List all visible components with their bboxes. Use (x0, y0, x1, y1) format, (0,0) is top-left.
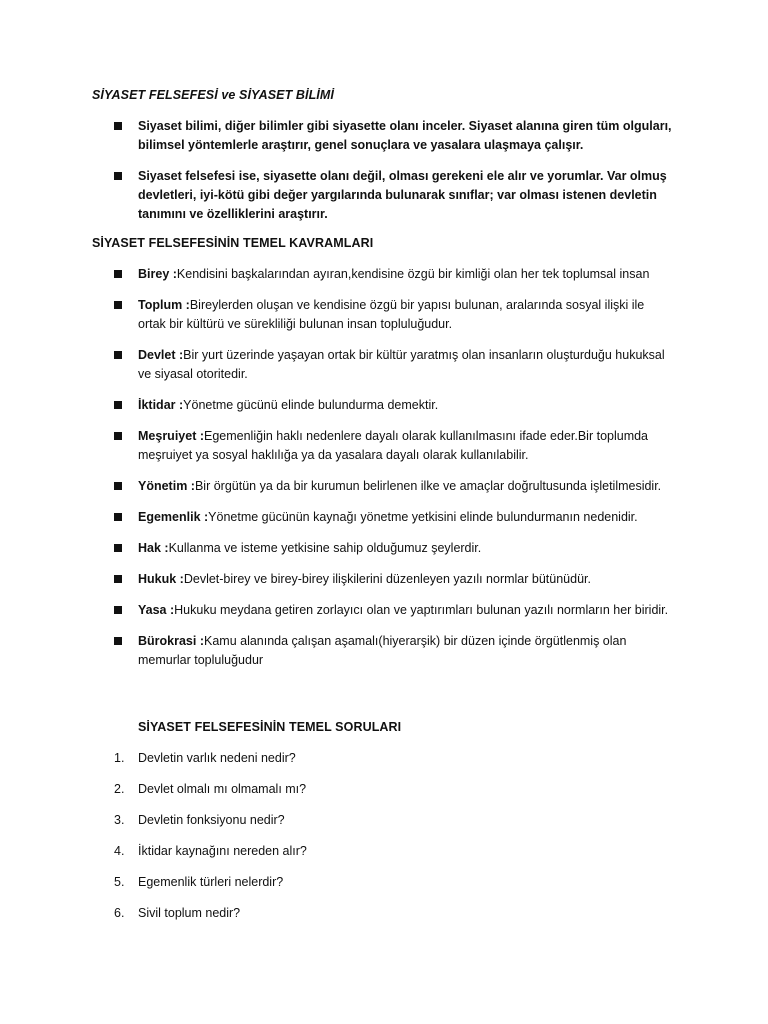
concept-definition: Kendisini başkalarından ayıran,kendisine özgü bir kimliği olan her tek toplumsal insan (176, 267, 650, 281)
concept-definition: Bir yurt üzerinde yaşayan ortak bir kültür yaratmış olan insanların oluşturduğu hukuksal ve siyasal otoritedir. (138, 348, 665, 381)
concept-term: Egemenlik : (138, 510, 209, 524)
concept-definition: Devlet-birey ve birey-birey ilişkilerini düzenleyen yazılı normlar bütünüdür. (183, 572, 591, 586)
square-bullet-icon (114, 513, 122, 521)
square-bullet-icon (114, 401, 122, 409)
question-text: İktidar kaynağını nereden alır? (138, 844, 307, 858)
list-item (0, 749, 768, 768)
concept-bullet-list (0, 265, 768, 670)
question-text: Devletin varlık nedeni nedir? (138, 751, 296, 765)
square-bullet-icon (114, 606, 122, 614)
concept-term: Birey : (138, 267, 177, 281)
list-item (0, 265, 768, 284)
list-item (0, 477, 768, 496)
square-bullet-icon (114, 301, 122, 309)
item-number: 3. (114, 813, 125, 827)
list-item (0, 167, 768, 224)
square-bullet-icon (114, 351, 122, 359)
list-item (0, 780, 768, 799)
square-bullet-icon (114, 270, 122, 278)
list-item (0, 539, 768, 558)
section-heading-temel-kavramlar: SİYASET FELSEFESİNİN TEMEL KAVRAMLARI (92, 236, 374, 250)
list-item (0, 904, 768, 923)
square-bullet-icon (114, 432, 122, 440)
list-item (0, 842, 768, 861)
item-number: 1. (114, 751, 125, 765)
concept-definition: Kamu alanında çalışan aşamalı(hiyerarşik) bir düzen içinde örgütlenmiş olan memurlar topluluğudur (138, 634, 627, 667)
list-item (0, 396, 768, 415)
list-item (0, 632, 768, 670)
square-bullet-icon (114, 482, 122, 490)
intro-bullet-list (0, 117, 768, 224)
question-text: Egemenlik türleri nelerdir? (138, 875, 284, 889)
concept-term: Hukuk : (138, 572, 184, 586)
concept-definition: Hukuku meydana getiren zorlayıcı olan ve yaptırımları bulunan yazılı normların her biridir. (174, 603, 669, 617)
concept-definition: Yönetme gücünün kaynağı yönetme yetkisini elinde bulundurmanın nedenidir. (208, 510, 638, 524)
list-item (0, 811, 768, 830)
list-item (0, 570, 768, 589)
concept-term: Toplum : (138, 298, 190, 312)
questions-numbered-list (0, 749, 768, 923)
concept-term: Hak : (138, 541, 169, 555)
square-bullet-icon (114, 544, 122, 552)
question-text: Devlet olmalı mı olmamalı mı? (138, 782, 307, 796)
concept-term: Yasa : (138, 603, 175, 617)
concept-term: Yönetim : (138, 479, 195, 493)
concept-term: Devlet : (138, 348, 184, 362)
square-bullet-icon (114, 575, 122, 583)
item-number: 5. (114, 875, 125, 889)
list-item (0, 427, 768, 465)
item-number: 6. (114, 906, 125, 920)
question-text: Devletin fonksiyonu nedir? (138, 813, 285, 827)
item-number: 4. (114, 844, 125, 858)
section-heading-temel-sorular: SİYASET FELSEFESİNİN TEMEL SORULARI (138, 720, 402, 734)
list-item (0, 873, 768, 892)
concept-definition: Kullanma ve isteme yetkisine sahip olduğumuz şeylerdir. (168, 541, 482, 555)
list-item (0, 346, 768, 384)
concept-term: İktidar : (138, 398, 184, 412)
concept-definition: Bireylerden oluşan ve kendisine özgü bir yapısı bulunan, aralarında sosyal ilişki ile ortak bir kültürü ve sürekliliği bulunan insan topluluğudur. (138, 298, 645, 331)
list-item (0, 508, 768, 527)
list-item (0, 296, 768, 334)
bullet-text: Siyaset bilimi, diğer bilimler gibi siyasette olanı inceler. Siyaset alanına giren tüm olguları, bilimsel yöntemlerle araştırır, genel sonuçlara ve yasalara ulaşmaya çalışır. (138, 119, 672, 152)
square-bullet-icon (114, 172, 122, 180)
question-text: Sivil toplum nedir? (138, 906, 241, 920)
list-item (0, 601, 768, 620)
square-bullet-icon (114, 122, 122, 130)
bullet-text: Siyaset felsefesi ise, siyasette olanı değil, olması gerekeni ele alır ve yorumlar. Var olmuş devletleri, iyi-kötü gibi değer yargılarında bulunarak sınıflar; var olması istenen devletin tanımını ve özelliklerini araştırır. (138, 169, 667, 221)
concept-term: Meşruiyet : (138, 429, 204, 443)
square-bullet-icon (114, 637, 122, 645)
section-heading-siyaset-felsefesi-bilimi: SİYASET FELSEFESİ ve SİYASET BİLİMİ (92, 88, 334, 102)
concept-term: Bürokrasi : (138, 634, 204, 648)
concept-definition: Bir örgütün ya da bir kurumun belirlenen ilke ve amaçlar doğrultusunda işletilmesidir. (194, 479, 662, 493)
concept-definition: Egemenliğin haklı nedenlere dayalı olarak kullanılmasını ifade eder.Bir toplumda meşruiyet ya sosyal haklılığa ya da yasalara dayalı olarak kullanılabilir. (138, 429, 649, 462)
item-number: 2. (114, 782, 125, 796)
list-item (0, 117, 768, 155)
concept-definition: Yönetme gücünü elinde bulundurma demektir. (183, 398, 439, 412)
